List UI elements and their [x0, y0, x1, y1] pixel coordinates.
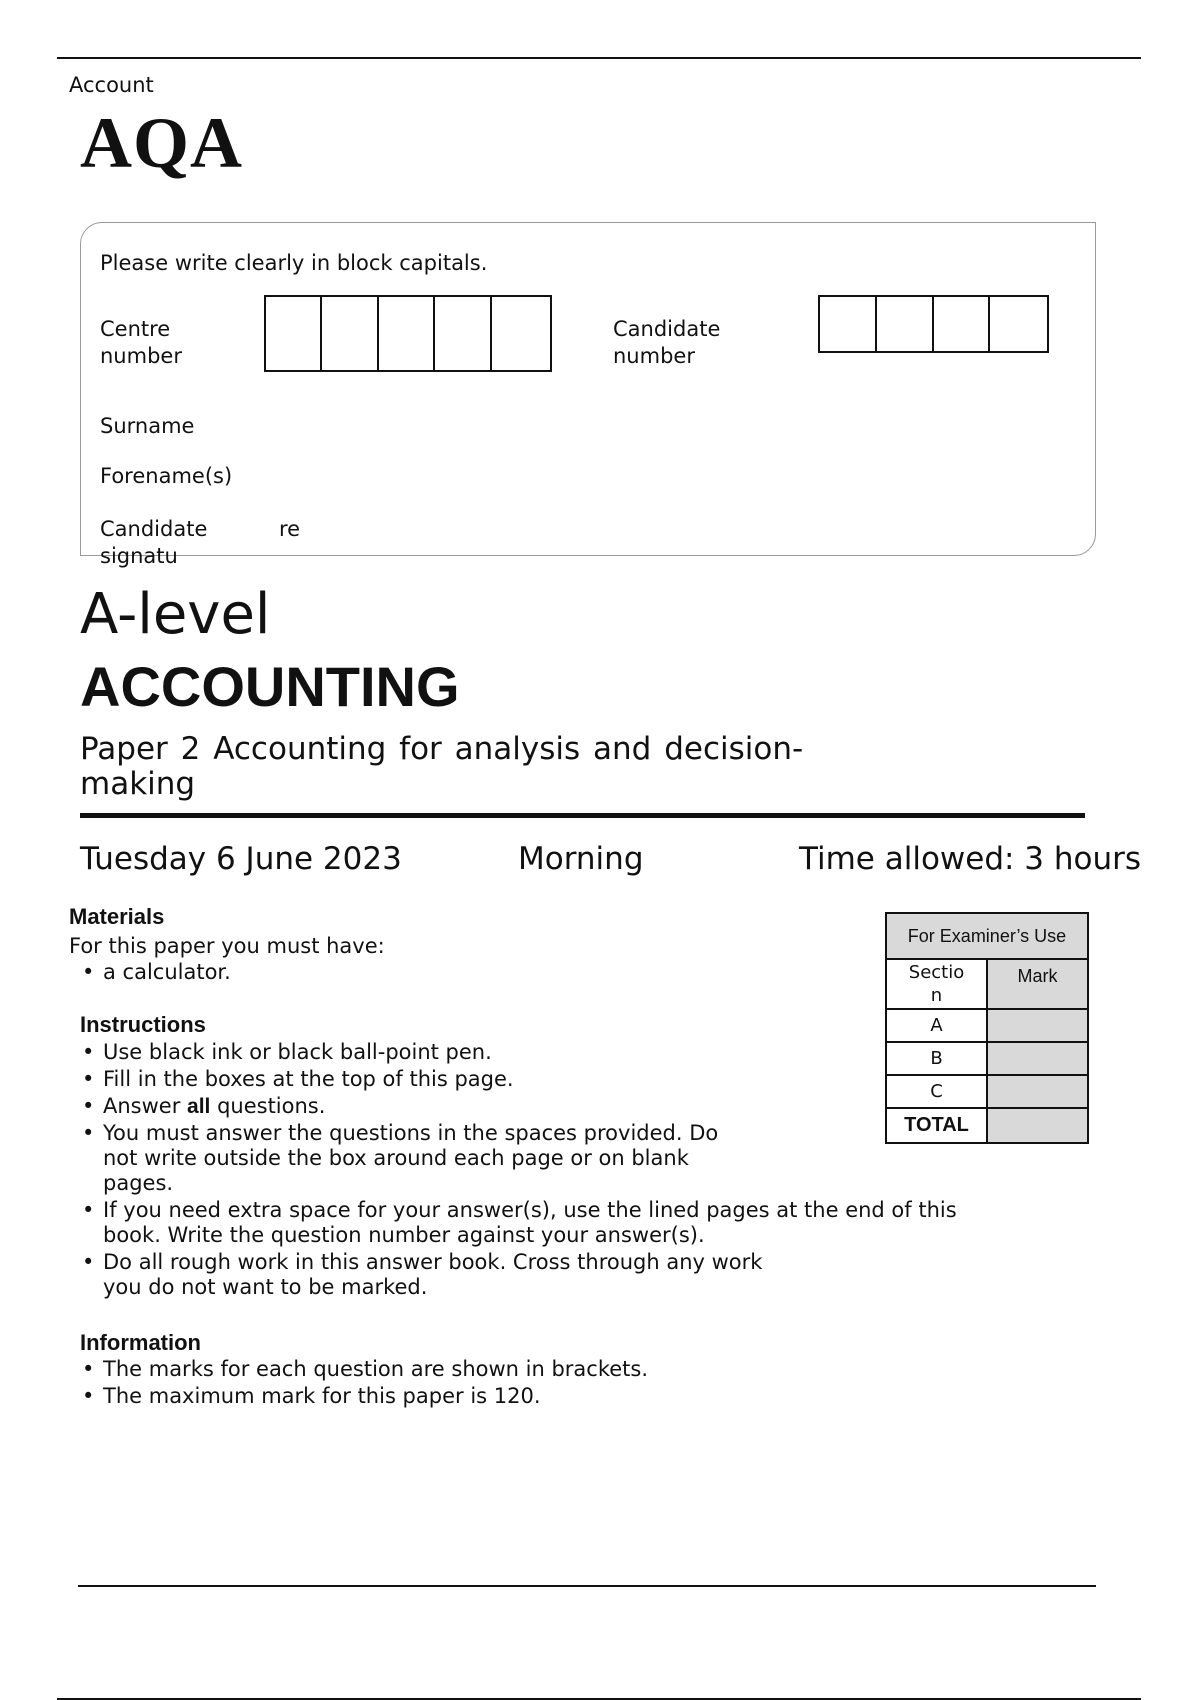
answer-all-emphasis: all [187, 1095, 211, 1118]
list-item: • Do all rough work in this answer book. Cross through any work you do not want to be marked. [80, 1250, 763, 1300]
answer-all-suffix: questions. [210, 1094, 326, 1118]
forenames-label: Forename(s) [100, 464, 233, 488]
surname-label: Surname [100, 414, 195, 438]
exam-session: Morning [518, 841, 644, 877]
candidate-digit-box[interactable] [990, 297, 1047, 351]
section-column-header: Sectio n [886, 959, 987, 1009]
centre-number-label: Centre number [100, 317, 182, 368]
footer-rule [78, 1585, 1096, 1587]
list-item: • You must answer the questions in the spaces provided. Do not write outside the box around each page or on blank pages. [80, 1121, 743, 1196]
mark-cell[interactable] [987, 1009, 1088, 1042]
information-heading: Information [80, 1330, 201, 1355]
centre-digit-box[interactable] [435, 297, 491, 370]
block-capitals-instruction: Please write clearly in block capitals. [100, 251, 488, 275]
paper-title: Paper 2 Accounting for analysis and decision-making [80, 731, 804, 802]
top-rule [57, 57, 1141, 59]
total-label: TOTAL [886, 1108, 987, 1143]
information-list [80, 1357, 840, 1411]
centre-digit-box[interactable] [322, 297, 378, 370]
exam-date: Tuesday 6 June 2023 [80, 841, 402, 877]
list-item [80, 1094, 800, 1119]
mark-column-header: Mark [987, 959, 1088, 1009]
list-item: • The marks for each question are shown in brackets. [80, 1357, 840, 1382]
candidate-digit-box[interactable] [820, 297, 877, 351]
candidate-number-label: Candidate number [613, 317, 721, 368]
list-item: • If you need extra space for your answer(s), use the lined pages at the end of this book. Write the question number against your answer(s). [80, 1198, 963, 1248]
candidate-number-boxes[interactable] [818, 295, 1049, 353]
list-item: • a calculator. [80, 960, 840, 985]
mark-cell[interactable] [987, 1075, 1088, 1108]
section-row-label: A [886, 1009, 987, 1042]
candidate-digit-box[interactable] [934, 297, 991, 351]
centre-digit-box[interactable] [492, 297, 550, 370]
title-rule [80, 813, 1085, 818]
list-item: • Fill in the boxes at the top of this page. [80, 1067, 800, 1092]
instructions-heading: Instructions [80, 1012, 206, 1037]
materials-intro: For this paper you must have: [69, 934, 385, 958]
centre-digit-box[interactable] [379, 297, 435, 370]
centre-number-boxes[interactable] [264, 295, 552, 372]
qualification-level: A-level [80, 582, 271, 647]
mark-cell[interactable] [987, 1042, 1088, 1075]
header-label: Account [69, 73, 154, 97]
section-row-label: C [886, 1075, 987, 1108]
aqa-logo: AQA [80, 103, 243, 183]
centre-digit-box[interactable] [266, 297, 322, 370]
signature-label: Candidate signatu [100, 517, 208, 568]
signature-label-tail: re [279, 517, 301, 541]
candidate-digit-box[interactable] [877, 297, 934, 351]
total-mark-cell[interactable] [987, 1108, 1088, 1143]
examiners-use-table [885, 912, 1089, 1144]
section-row-label: B [886, 1042, 987, 1075]
list-item: • The maximum mark for this paper is 120. [80, 1384, 840, 1409]
time-allowed: Time allowed: 3 hours [799, 841, 1142, 877]
examiners-use-title: For Examiner’s Use [886, 913, 1088, 959]
materials-heading: Materials [69, 904, 165, 929]
subject-title: ACCOUNTING [80, 655, 460, 718]
materials-list [80, 960, 840, 987]
list-item: • Use black ink or black ball-point pen. [80, 1040, 800, 1065]
answer-all-prefix: Answer [103, 1094, 188, 1118]
